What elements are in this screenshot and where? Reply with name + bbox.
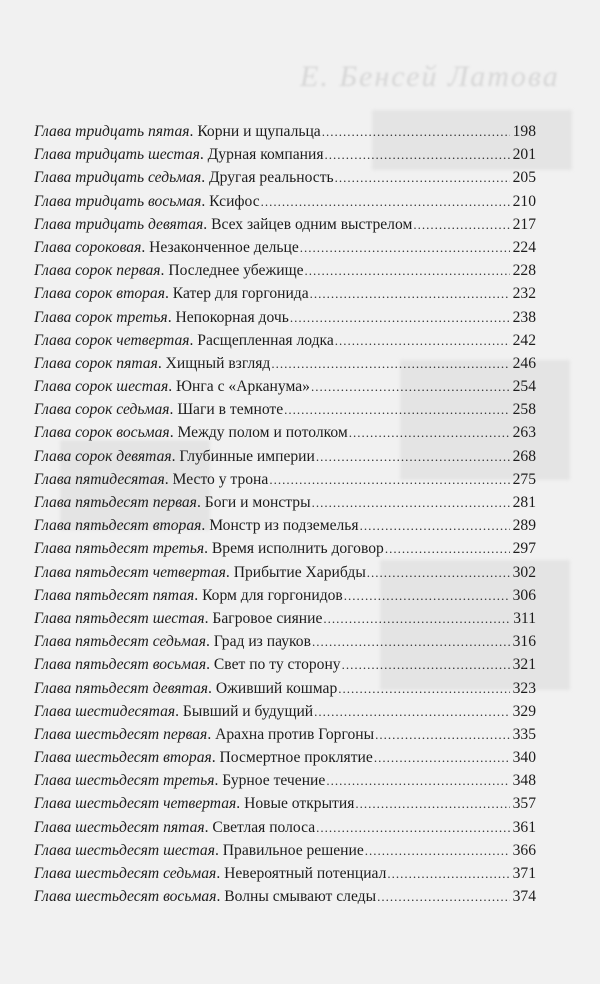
chapter-title: Свет по ту сторону: [213, 656, 341, 674]
chapter-separator: .: [208, 679, 216, 697]
chapter-number: Глава сорок шестая: [34, 378, 169, 396]
dot-leader: [305, 259, 510, 282]
page-number: 201: [512, 146, 536, 164]
chapter-number: Глава шестьдесят шестая: [34, 841, 215, 859]
toc-entry[interactable]: [34, 700, 536, 723]
page-number: 340: [512, 749, 536, 767]
chapter-separator: .: [216, 865, 225, 882]
toc-entry[interactable]: [34, 769, 536, 792]
chapter-title: Шаги в темноте: [177, 401, 284, 419]
toc-entry[interactable]: [34, 885, 536, 908]
toc-entry[interactable]: [34, 282, 536, 305]
chapter-number: Глава пятьдесят пятая: [34, 586, 195, 604]
chapter-title: Корм для горгонидов: [202, 586, 343, 604]
dot-leader: [367, 561, 510, 584]
dot-leader: [375, 723, 510, 746]
toc-entry[interactable]: [34, 190, 536, 213]
chapter-number: Глава тридцать девятая: [34, 215, 204, 233]
dot-leader: [310, 282, 510, 305]
toc-entry[interactable]: [34, 630, 536, 653]
chapter-title: Новые открытия: [244, 795, 355, 813]
dot-leader: [284, 398, 510, 421]
chapter-separator: .: [205, 633, 214, 651]
toc-entry[interactable]: [34, 306, 536, 329]
chapter-separator: .: [203, 215, 212, 233]
chapter-separator: .: [141, 238, 150, 256]
page-number: 205: [512, 169, 536, 187]
chapter-number: Глава пятьдесят четвертая: [34, 563, 226, 581]
chapter-separator: .: [169, 424, 178, 442]
chapter-separator: .: [160, 262, 169, 280]
chapter-title: Прибытие Харибды: [233, 563, 366, 581]
page-number: 210: [512, 192, 536, 210]
chapter-separator: .: [194, 586, 203, 604]
page-number: 232: [512, 285, 536, 303]
page-number: 224: [512, 238, 536, 256]
chapter-number: Глава сорок восьмая: [34, 424, 170, 442]
toc-entry[interactable]: [34, 421, 536, 444]
toc-entry[interactable]: [34, 259, 536, 282]
dot-leader: [374, 746, 510, 769]
page-number: 371: [512, 865, 536, 882]
chapter-number: Глава пятьдесят седьмая: [34, 633, 206, 651]
chapter-number: Глава сорок вторая: [34, 285, 165, 303]
chapter-title: Оживший кошмар: [215, 679, 338, 697]
dot-leader: [323, 607, 510, 630]
toc-entry[interactable]: [34, 816, 536, 839]
chapter-title: Багровое сияние: [212, 609, 323, 627]
page-number: 357: [512, 795, 536, 813]
toc-entry[interactable]: [34, 120, 536, 143]
toc-entry[interactable]: [34, 653, 536, 676]
toc-entry[interactable]: [34, 213, 536, 236]
chapter-separator: .: [201, 169, 209, 187]
chapter-separator: .: [164, 285, 173, 303]
toc-entry[interactable]: [34, 143, 536, 166]
chapter-title: Глубинные империи: [179, 447, 315, 465]
dot-leader: [271, 352, 510, 375]
chapter-number: Глава шестьдесят седьмая: [34, 865, 217, 882]
chapter-separator: .: [201, 517, 210, 535]
dot-leader: [325, 143, 510, 166]
dot-leader: [300, 236, 510, 259]
chapter-separator: .: [225, 563, 234, 581]
toc-entry[interactable]: [34, 236, 536, 259]
page-number: 316: [512, 633, 536, 651]
toc-entry[interactable]: [34, 375, 536, 398]
toc-entry[interactable]: [34, 862, 536, 885]
chapter-separator: .: [168, 378, 177, 396]
chapter-title: Невероятный потенциал: [224, 865, 387, 882]
chapter-separator: .: [206, 656, 214, 674]
chapter-separator: .: [196, 494, 205, 511]
page-number: 348: [512, 772, 536, 790]
page-number: 306: [512, 586, 536, 604]
page-number: 329: [512, 702, 536, 720]
chapter-number: Глава сорок седьмая: [34, 401, 170, 419]
chapter-title: Бурное течение: [222, 772, 326, 790]
dot-leader: [349, 421, 510, 444]
dot-leader: [312, 630, 510, 653]
page-number: 258: [512, 401, 536, 419]
chapter-title: Другая реальность: [209, 169, 334, 187]
chapter-number: Глава сорок третья: [34, 308, 168, 326]
toc-entry[interactable]: [34, 514, 536, 537]
chapter-number: Глава пятьдесят восьмая: [34, 656, 207, 674]
chapter-separator: .: [236, 795, 245, 813]
chapter-separator: .: [214, 772, 223, 790]
dot-leader: [261, 190, 510, 213]
toc-entry[interactable]: [34, 584, 536, 607]
chapter-separator: .: [167, 308, 176, 326]
toc-entry[interactable]: [34, 445, 536, 468]
page-number: 268: [512, 447, 536, 465]
dot-leader: [387, 862, 510, 885]
chapter-title: Град из пауков: [213, 633, 311, 651]
dot-leader: [290, 306, 510, 329]
page-number: 254: [512, 378, 536, 396]
dot-leader: [326, 769, 510, 792]
chapter-separator: .: [204, 818, 213, 836]
chapter-separator: .: [204, 609, 213, 627]
toc-entry[interactable]: [34, 607, 536, 630]
chapter-title: Между полом и потолком: [177, 424, 348, 442]
dot-leader: [316, 445, 510, 468]
chapter-separator: .: [164, 470, 173, 488]
page-number: 302: [512, 563, 536, 581]
toc-entry[interactable]: [34, 398, 536, 421]
dot-leader: [355, 792, 510, 815]
dot-leader: [338, 677, 510, 700]
chapter-number: Глава сороковая: [34, 238, 142, 256]
page-number: 281: [512, 494, 536, 511]
page-number: 366: [512, 841, 536, 859]
chapter-separator: .: [216, 888, 225, 906]
chapter-title: Монстр из подземелья: [209, 517, 359, 535]
chapter-number: Глава шестьдесят восьмая: [34, 888, 217, 906]
page-number: 374: [512, 888, 536, 906]
dot-leader: [342, 653, 510, 676]
chapter-title: Корни и щупальца: [197, 123, 321, 140]
page-number: 335: [512, 725, 536, 743]
chapter-number: Глава шестьдесят третья: [34, 772, 215, 790]
dot-leader: [314, 700, 510, 723]
toc-entry[interactable]: [34, 166, 536, 189]
chapter-title: Расщепленная лодка: [197, 331, 334, 349]
toc-entry[interactable]: [34, 723, 536, 746]
toc-entry[interactable]: [34, 561, 536, 584]
chapter-title: Правильное решение: [222, 841, 364, 859]
chapter-title: Посмертное проклятие: [219, 749, 373, 767]
chapter-title: Юнга с «Арканума»: [176, 378, 310, 396]
page-number: 242: [512, 331, 536, 349]
chapter-number: Глава пятьдесят третья: [34, 540, 205, 558]
chapter-title: Бывший и будущий: [182, 702, 314, 720]
chapter-number: Глава сорок первая: [34, 262, 161, 280]
chapter-number: Глава пятидесятая: [34, 470, 165, 488]
chapter-separator: .: [169, 401, 178, 419]
page-number: 289: [512, 517, 536, 535]
chapter-number: Глава сорок пятая: [34, 354, 158, 372]
chapter-title: Время исполнить договор: [211, 540, 384, 558]
chapter-separator: .: [171, 447, 180, 465]
chapter-number: Глава шестидесятая: [34, 702, 176, 720]
chapter-title: Боги и монстры: [204, 494, 311, 511]
chapter-title: Последнее убежище: [168, 262, 304, 280]
page-number: 238: [512, 308, 536, 326]
toc-entry[interactable]: [34, 677, 536, 700]
chapter-title: Незаконченное дельце: [149, 238, 299, 256]
chapter-separator: .: [175, 702, 183, 720]
chapter-title: Хищный взгляд: [165, 354, 271, 372]
page-number: 217: [512, 215, 536, 233]
page-number: 263: [512, 424, 536, 442]
chapter-number: Глава шестьдесят четвертая: [34, 795, 237, 813]
page-number: 321: [512, 656, 536, 674]
chapter-separator: .: [157, 354, 166, 372]
dot-leader: [269, 468, 510, 491]
page-number: 246: [512, 354, 536, 372]
dot-leader: [385, 537, 510, 560]
page-bleed-header: Е. Бенсей Латова: [300, 60, 560, 93]
chapter-number: Глава сорок девятая: [34, 447, 172, 465]
chapter-title: Место у трона: [172, 470, 269, 488]
dot-leader: [312, 491, 510, 514]
page-number: 361: [512, 818, 536, 836]
chapter-separator: .: [204, 540, 212, 558]
chapter-number: Глава шестьдесят пятая: [34, 818, 205, 836]
dot-leader: [360, 514, 510, 537]
chapter-title: Всех зайцев одним выстрелом: [211, 215, 413, 233]
dot-leader: [322, 120, 510, 143]
dot-leader: [335, 329, 510, 352]
dot-leader: [344, 584, 510, 607]
chapter-title: Светлая полоса: [212, 818, 316, 836]
dot-leader: [365, 839, 510, 862]
page-number: 228: [512, 262, 536, 280]
chapter-title: Арахна против Горгоны: [215, 725, 375, 743]
chapter-title: Катер для горгонида: [172, 285, 309, 303]
dot-leader: [335, 166, 510, 189]
toc-entry[interactable]: [34, 352, 536, 375]
toc-entry[interactable]: [34, 792, 536, 815]
chapter-separator: .: [201, 192, 210, 210]
toc-entry[interactable]: [34, 491, 536, 514]
chapter-separator: .: [199, 146, 208, 164]
chapter-number: Глава сорок четвертая: [34, 331, 190, 349]
toc-entry[interactable]: [34, 746, 536, 769]
chapter-number: Глава шестьдесят вторая: [34, 749, 212, 767]
chapter-number: Глава пятьдесят шестая: [34, 609, 205, 627]
chapter-number: Глава тридцать шестая: [34, 146, 200, 164]
toc-entry[interactable]: [34, 537, 536, 560]
chapter-separator: .: [189, 331, 198, 349]
toc-entry[interactable]: [34, 839, 536, 862]
chapter-separator: .: [211, 749, 220, 767]
page-number: 323: [512, 679, 536, 697]
chapter-number: Глава пятьдесят девятая: [34, 679, 209, 697]
toc-entry[interactable]: [34, 468, 536, 491]
chapter-title: Дурная компания: [207, 146, 324, 164]
page-number: 297: [512, 540, 536, 558]
dot-leader: [413, 213, 510, 236]
chapter-separator: .: [207, 725, 216, 743]
dot-leader: [316, 816, 510, 839]
page-number: 311: [513, 609, 536, 627]
chapter-title: Непокорная дочь: [175, 308, 289, 326]
chapter-number: Глава пятьдесят первая: [34, 494, 197, 511]
chapter-title: Волны смывают следы: [224, 888, 377, 906]
chapter-title: Ксифос: [209, 192, 260, 210]
dot-leader: [377, 885, 510, 908]
chapter-number: Глава шестьдесят первая: [34, 725, 208, 743]
chapter-number: Глава тридцать пятая: [34, 123, 190, 140]
chapter-number: Глава тридцать седьмая: [34, 169, 202, 187]
page-number: 198: [512, 123, 536, 140]
toc-entry[interactable]: [34, 329, 536, 352]
chapter-number: Глава пятьдесят вторая: [34, 517, 202, 535]
dot-leader: [311, 375, 510, 398]
chapter-number: Глава тридцать восьмая: [34, 192, 202, 210]
page-number: 275: [512, 470, 536, 488]
chapter-separator: .: [214, 841, 223, 859]
table-of-contents: [34, 120, 536, 908]
chapter-separator: .: [189, 123, 198, 140]
